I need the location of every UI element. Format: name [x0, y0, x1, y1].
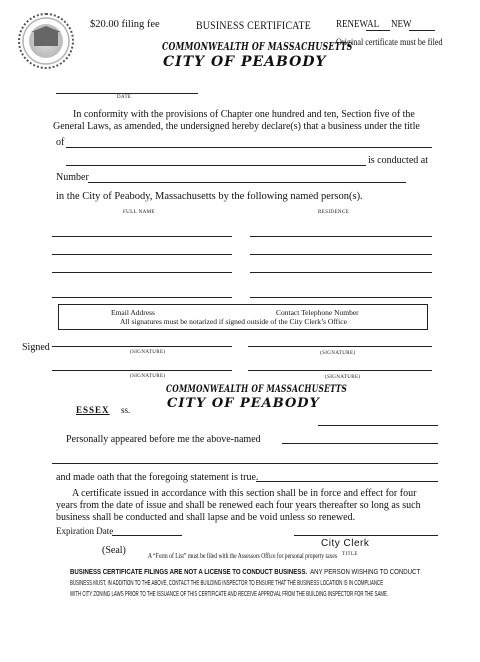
signature-field-3[interactable]: [52, 370, 232, 371]
expiration-field[interactable]: [112, 535, 182, 536]
signature-field-4[interactable]: [248, 370, 432, 371]
city-heading: CITY OF PEABODY: [163, 54, 327, 70]
date-label: DATE: [117, 95, 132, 100]
name-field-4[interactable]: [52, 297, 232, 298]
residence-field-3[interactable]: [250, 272, 432, 273]
new-field[interactable]: [409, 30, 435, 31]
city-statement: in the City of Peabody, Massachusetts by the following named person(s).: [56, 191, 363, 202]
validity-line-3: business shall be conducted and shall lapse and be void unless so renewed.: [56, 512, 356, 523]
business-title-field-2[interactable]: [66, 165, 366, 166]
ss-label: ss.: [121, 405, 131, 415]
residence-field-1[interactable]: [250, 236, 432, 237]
notary-requirement: All signatures must be notarized if signed outside of the City Clerk’s Office: [120, 317, 347, 326]
footer-line-3: WITH CITY ZONING LAWS PRIOR TO THE ISSUANCE OF THIS CERTIFICATE AND RECEIVE APPROVAL FROM THE BUILDING INSPECTOR FOR THE SAME.: [70, 589, 389, 598]
business-title-field[interactable]: [66, 147, 432, 148]
conducted-at-label: is conducted at: [368, 155, 428, 166]
residence-heading: RESIDENCE: [318, 210, 350, 215]
county-label: ESSEX: [76, 405, 110, 415]
commonwealth-heading: COMMONWEALTH OF MASSACHUSETTS: [162, 40, 353, 53]
footer-line-2: BUSINESS MUST, IN ADDITION TO THE ABOVE, CONTACT THE BUILDING INSPECTOR TO ENSURE THAT THE BUSINESS LOCATION IS IN COMPLIANCE: [70, 578, 384, 587]
notary-date-field[interactable]: [318, 425, 438, 426]
signature-label-4: (SIGNATURE): [325, 375, 361, 380]
footer-line-1-bold: BUSINESS CERTIFICATE FILINGS ARE NOT A LICENSE TO CONDUCT BUSINESS.: [70, 567, 308, 576]
original-certificate-note: Original certificate must be filed: [336, 38, 443, 48]
city-seal-icon: [18, 13, 74, 69]
clerk-signature-field[interactable]: [294, 535, 438, 536]
appeared-text: Personally appeared before me the above-named: [66, 434, 261, 445]
signature-label-1: (SIGNATURE): [130, 350, 166, 355]
signature-label-2: (SIGNATURE): [320, 351, 356, 356]
notary-commonwealth: COMMONWEALTH OF MASSACHUSETTS: [166, 384, 348, 395]
expiration-label: Expiration Date: [56, 526, 114, 536]
city-clerk-label: City Clerk: [321, 538, 370, 549]
notary-city: CITY OF PEABODY: [167, 396, 320, 411]
full-name-heading: FULL NAME: [123, 210, 155, 215]
filing-fee: $20.00 filing fee: [90, 19, 160, 30]
signature-field-1[interactable]: [52, 346, 232, 347]
form-title: BUSINESS CERTIFICATE: [196, 18, 312, 32]
validity-line-2: years from the date of issue and shall be renewed each four years thereafter so long as such: [56, 500, 421, 511]
residence-field-2[interactable]: [250, 254, 432, 255]
signature-label-3: (SIGNATURE): [130, 374, 166, 379]
name-field-1[interactable]: [52, 236, 232, 237]
new-label: NEW: [391, 18, 412, 30]
intro-line-1: In conformity with the provisions of Chapter one hundred and ten, Section five of the: [73, 109, 415, 120]
date-field[interactable]: [56, 93, 198, 94]
form-of-list-note: A “Form of List” must be filed with the Assessors Office for personal property taxes: [148, 552, 338, 560]
footer-line-1-rest: ANY PERSON WISHING TO CONDUCT: [310, 567, 421, 576]
footer-line-1: [70, 567, 420, 576]
oath-field[interactable]: [256, 481, 438, 482]
name-field-2[interactable]: [52, 254, 232, 255]
seal-label: (Seal): [102, 545, 126, 556]
validity-line-1: A certificate issued in accordance with this section shall be in force and effect for four: [72, 488, 417, 499]
signed-label: Signed: [22, 342, 50, 353]
number-label: Number: [56, 172, 89, 183]
title-label: TITLE: [342, 552, 358, 557]
renewal-field[interactable]: [366, 30, 390, 31]
phone-label: Contact Telephone Number: [276, 308, 359, 317]
intro-line-2: General Laws, as amended, the undersigned hereby declare(s) that a business under the title: [53, 121, 420, 132]
signature-field-2[interactable]: [248, 346, 432, 347]
oath-text: and made oath that the foregoing statement is true.: [56, 472, 259, 483]
renewal-label: RENEWAL: [336, 18, 380, 30]
of-label: of: [56, 137, 65, 148]
name-field-3[interactable]: [52, 272, 232, 273]
email-label: Email Address: [111, 308, 155, 317]
appeared-name-field-2[interactable]: [52, 463, 438, 464]
address-field[interactable]: [88, 182, 406, 183]
residence-field-4[interactable]: [250, 297, 432, 298]
appeared-name-field[interactable]: [282, 443, 438, 444]
